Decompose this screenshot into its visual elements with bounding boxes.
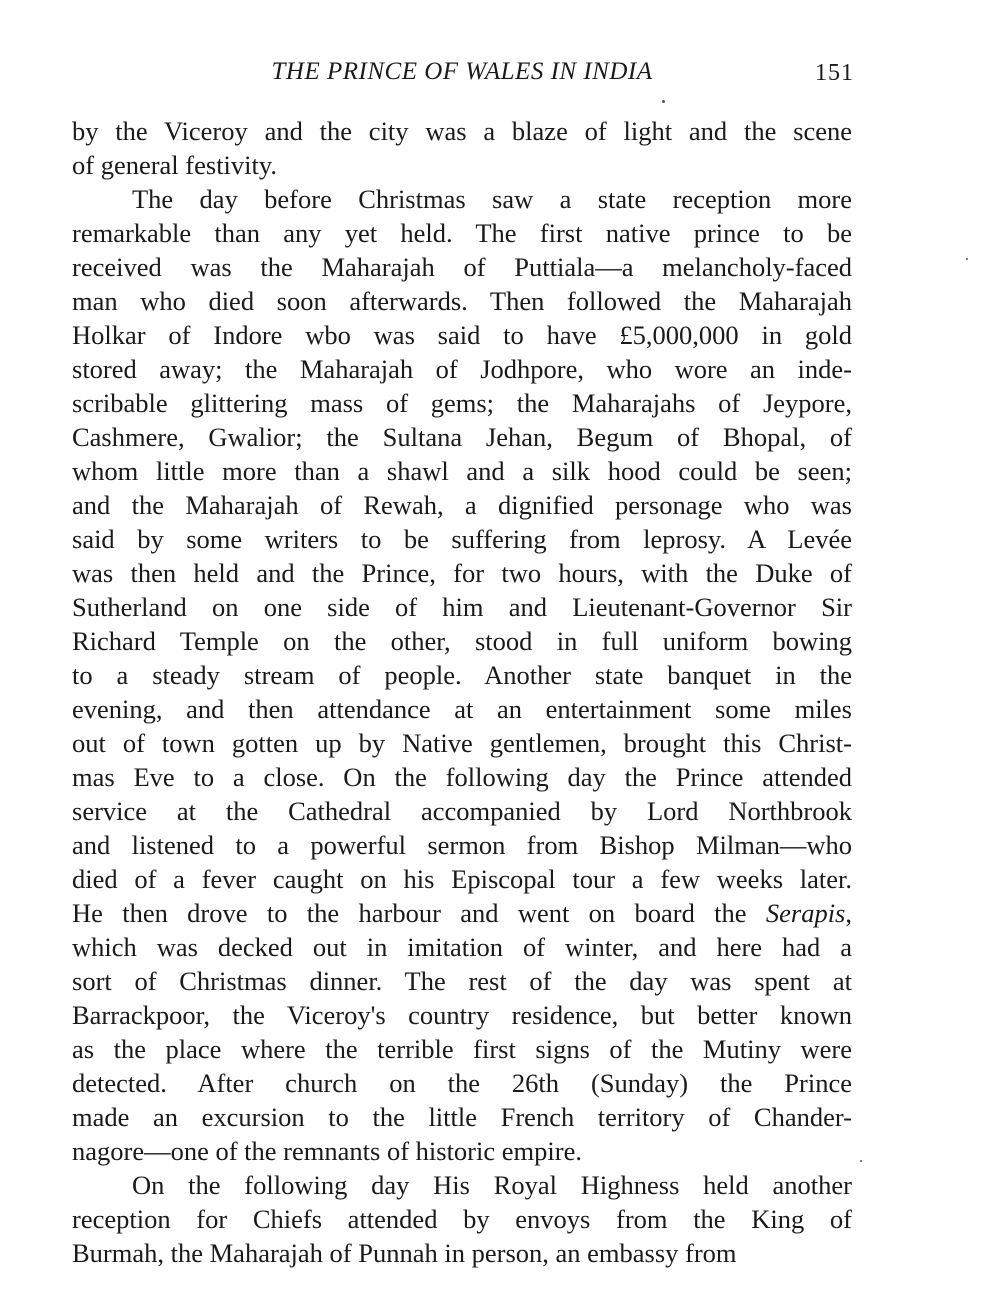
text-line: evening, and then attendance at an entertainment some miles <box>72 694 852 724</box>
text-line: said by some writers to be suffering from leprosy. A Levée <box>72 524 852 554</box>
print-speck <box>966 258 968 260</box>
text-line: detected. After church on the 26th (Sunday) the Prince <box>72 1068 852 1098</box>
text-line: as the place where the terrible first signs of the Mutiny were <box>72 1034 852 1064</box>
text-line: whom little more than a shawl and a silk hood could be seen; <box>72 456 852 486</box>
text-line: sort of Christmas dinner. The rest of the day was spent at <box>72 966 852 996</box>
text-line: On the following day His Royal Highness held another <box>132 1170 852 1200</box>
running-header <box>72 58 852 94</box>
text-line: and listened to a powerful sermon from Bishop Milman—who <box>72 830 852 860</box>
text-line: Richard Temple on the other, stood in full uniform bowing <box>72 626 852 656</box>
running-title: THE PRINCE OF WALES IN INDIA <box>271 58 653 85</box>
text-line: Sutherland on one side of him and Lieutenant-Governor Sir <box>72 592 852 622</box>
text-line: received was the Maharajah of Puttiala—a melancholy-faced <box>72 252 852 282</box>
text-line: by the Viceroy and the city was a blaze of light and the scene <box>72 116 852 146</box>
body-text <box>72 114 852 1270</box>
text-line: and the Maharajah of Rewah, a dignified personage who was <box>72 490 852 520</box>
paragraph <box>72 114 852 182</box>
text-line: nagore—one of the remnants of historic empire. <box>72 1136 582 1166</box>
text-line: Holkar of Indore wbo was said to have £5,000,000 in gold <box>72 320 852 350</box>
text-line: man who died soon afterwards. Then followed the Maharajah <box>72 286 852 316</box>
page-number: 151 <box>815 60 854 86</box>
print-speck <box>662 100 665 103</box>
text-line: stored away; the Maharajah of Jodhpore, who wore an inde- <box>72 354 852 384</box>
text-line: service at the Cathedral accompanied by Lord Northbrook <box>72 796 852 826</box>
text-line: to a steady stream of people. Another state banquet in the <box>72 660 852 690</box>
text-line: remarkable than any yet held. The first native prince to be <box>72 218 852 248</box>
paragraph <box>72 1168 852 1270</box>
text-line: The day before Christmas saw a state reception more <box>132 184 852 214</box>
text-line: Burmah, the Maharajah of Punnah in person, an embassy from <box>72 1238 737 1268</box>
text-line: was then held and the Prince, for two hours, with the Duke of <box>72 558 852 588</box>
text-line: mas Eve to a close. On the following day the Prince attended <box>72 762 852 792</box>
paragraph <box>72 182 852 1168</box>
text-line: died of a fever caught on his Episcopal tour a few weeks later. <box>72 864 852 894</box>
text-line: scribable glittering mass of gems; the Maharajahs of Jeypore, <box>72 388 852 418</box>
text-line: Barrackpoor, the Viceroy's country residence, but better known <box>72 1000 852 1030</box>
print-speck <box>860 1160 862 1162</box>
text-line: made an excursion to the little French territory of Chander- <box>72 1102 852 1132</box>
text-line: out of town gotten up by Native gentlemen, brought this Christ- <box>72 728 852 758</box>
text-line: Cashmere, Gwalior; the Sultana Jehan, Begum of Bhopal, of <box>72 422 852 452</box>
text-line: which was decked out in imitation of winter, and here had a <box>72 932 852 962</box>
text-line: of general festivity. <box>72 150 278 180</box>
text-line-with-ship-name: He then drove to the harbour and went on board the Serapis, <box>72 898 852 928</box>
text-line: reception for Chiefs attended by envoys from the King of <box>72 1204 852 1234</box>
